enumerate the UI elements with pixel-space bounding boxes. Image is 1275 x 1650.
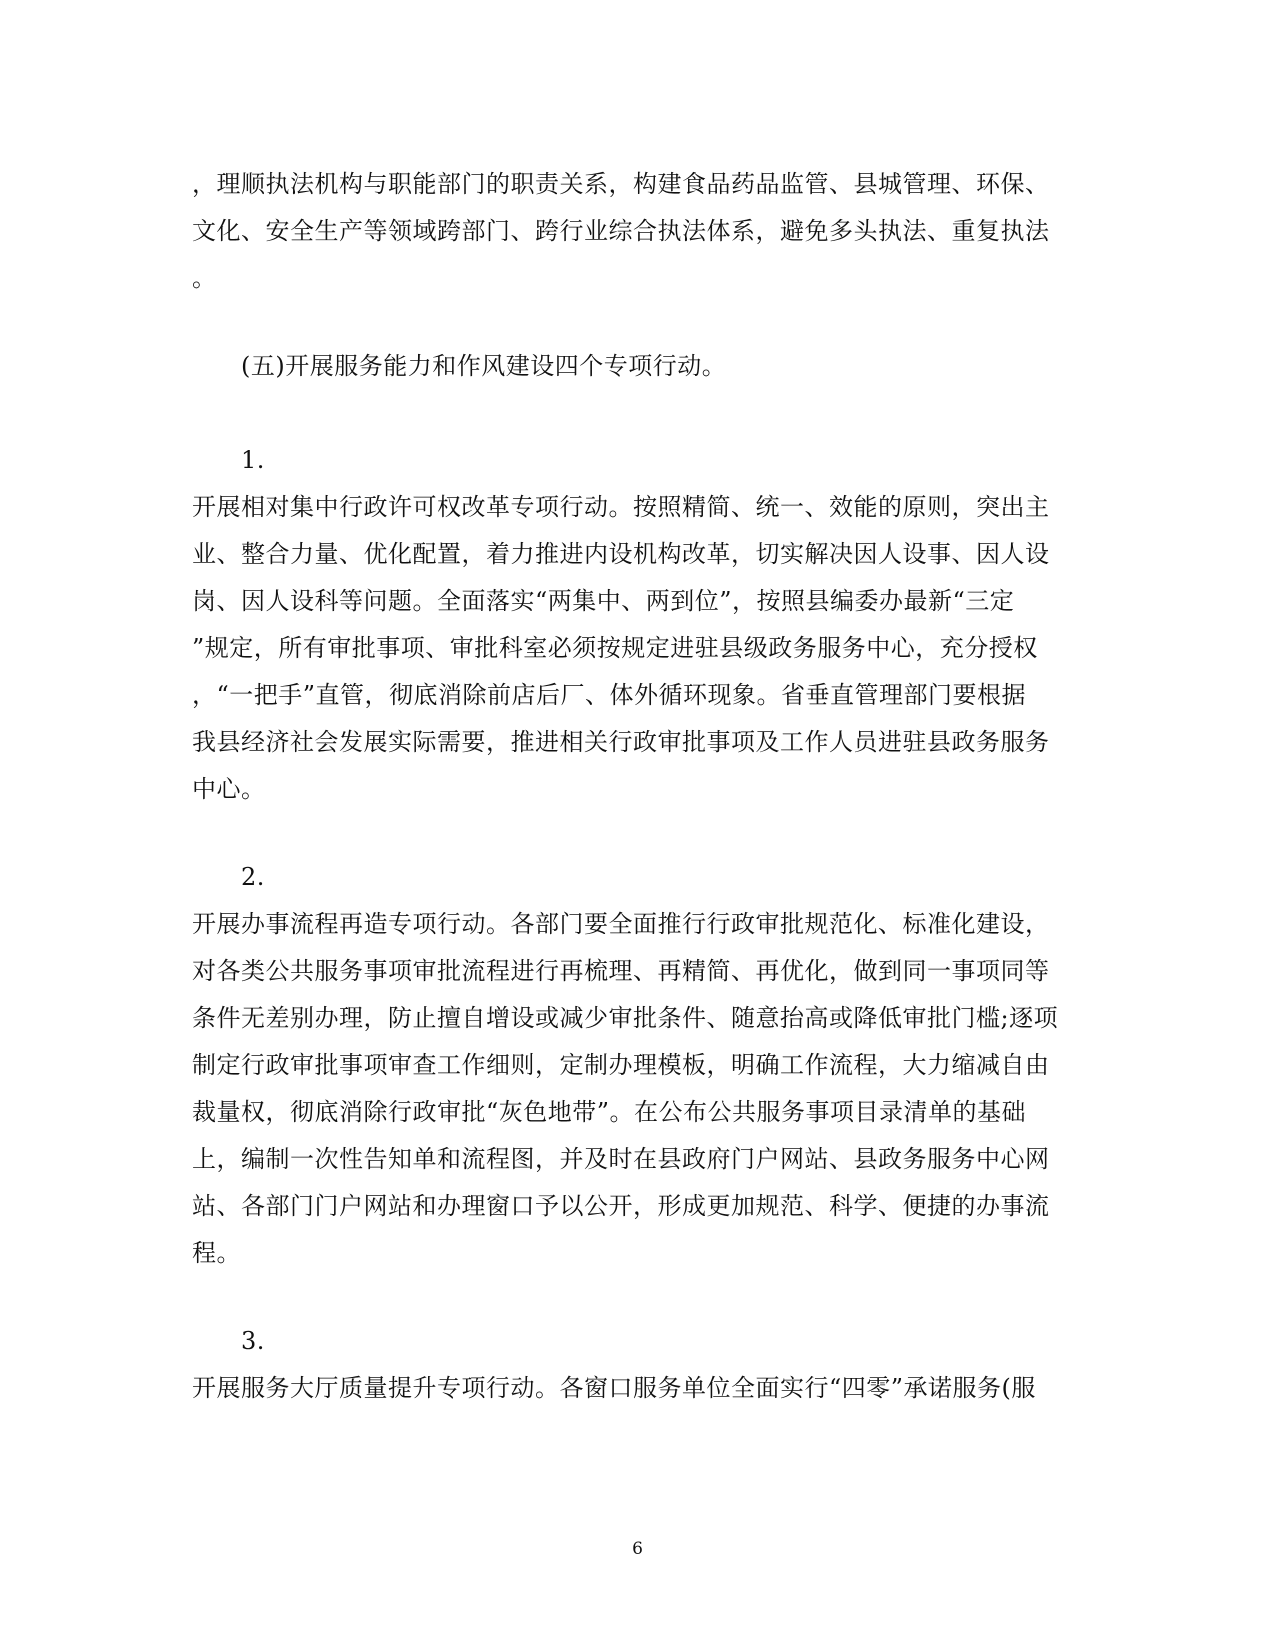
text-line: 中心。 — [192, 775, 266, 803]
text-line: 业、整合力量、优化配置，着力推进内设机构改革，切实解决因人设事、因人设 — [192, 540, 1050, 568]
text-line: 文化、安全生产等领域跨部门、跨行业综合执法体系，避免多头执法、重复执法 — [192, 217, 1050, 245]
text-line: 条件无差别办理，防止擅自增设或减少审批条件、随意抬高或降低审批门槛;逐项 — [192, 1004, 1059, 1032]
text-line: 制定行政审批事项审查工作细则，定制办理模板，明确工作流程，大力缩减自由 — [192, 1051, 1050, 1079]
item-number: 3. — [241, 1327, 265, 1355]
text-line: 程。 — [192, 1239, 241, 1267]
text-line: 开展服务大厅质量提升专项行动。各窗口服务单位全面实行“四零”承诺服务(服 — [192, 1374, 1036, 1402]
section-heading: (五)开展服务能力和作风建设四个专项行动。 — [241, 352, 727, 380]
item-number: 1. — [241, 446, 265, 474]
text-line: 上，编制一次性告知单和流程图，并及时在县政府门户网站、县政务服务中心网 — [192, 1145, 1050, 1173]
text-line: 站、各部门门户网站和办理窗口予以公开，形成更加规范、科学、便捷的办事流 — [192, 1192, 1050, 1220]
text-line: 岗、因人设科等问题。全面落实“两集中、两到位”，按照县编委办最新“三定 — [192, 587, 1015, 615]
text-line: 对各类公共服务事项审批流程进行再梳理、再精简、再优化，做到同一事项同等 — [192, 957, 1050, 985]
page-number: 6 — [632, 1539, 643, 1559]
text-line: ，理顺执法机构与职能部门的职责关系，构建食品药品监管、县城管理、环保、 — [192, 170, 1050, 198]
text-line: 裁量权，彻底消除行政审批“灰色地带”。在公布公共服务事项目录清单的基础 — [192, 1098, 1027, 1126]
text-line: 开展办事流程再造专项行动。各部门要全面推行行政审批规范化、标准化建设， — [192, 910, 1050, 938]
item-number: 2. — [241, 863, 265, 891]
text-line: ，“一把手”直管，彻底消除前店后厂、体外循环现象。省垂直管理部门要根据 — [192, 681, 1027, 709]
text-line: 我县经济社会发展实际需要，推进相关行政审批事项及工作人员进驻县政务服务 — [192, 728, 1050, 756]
text-line: ”规定，所有审批事项、审批科室必须按规定进驻县级政务服务中心，充分授权 — [192, 634, 1038, 662]
text-line: 。 — [192, 264, 217, 292]
text-line: 开展相对集中行政许可权改革专项行动。按照精简、统一、效能的原则，突出主 — [192, 493, 1050, 521]
